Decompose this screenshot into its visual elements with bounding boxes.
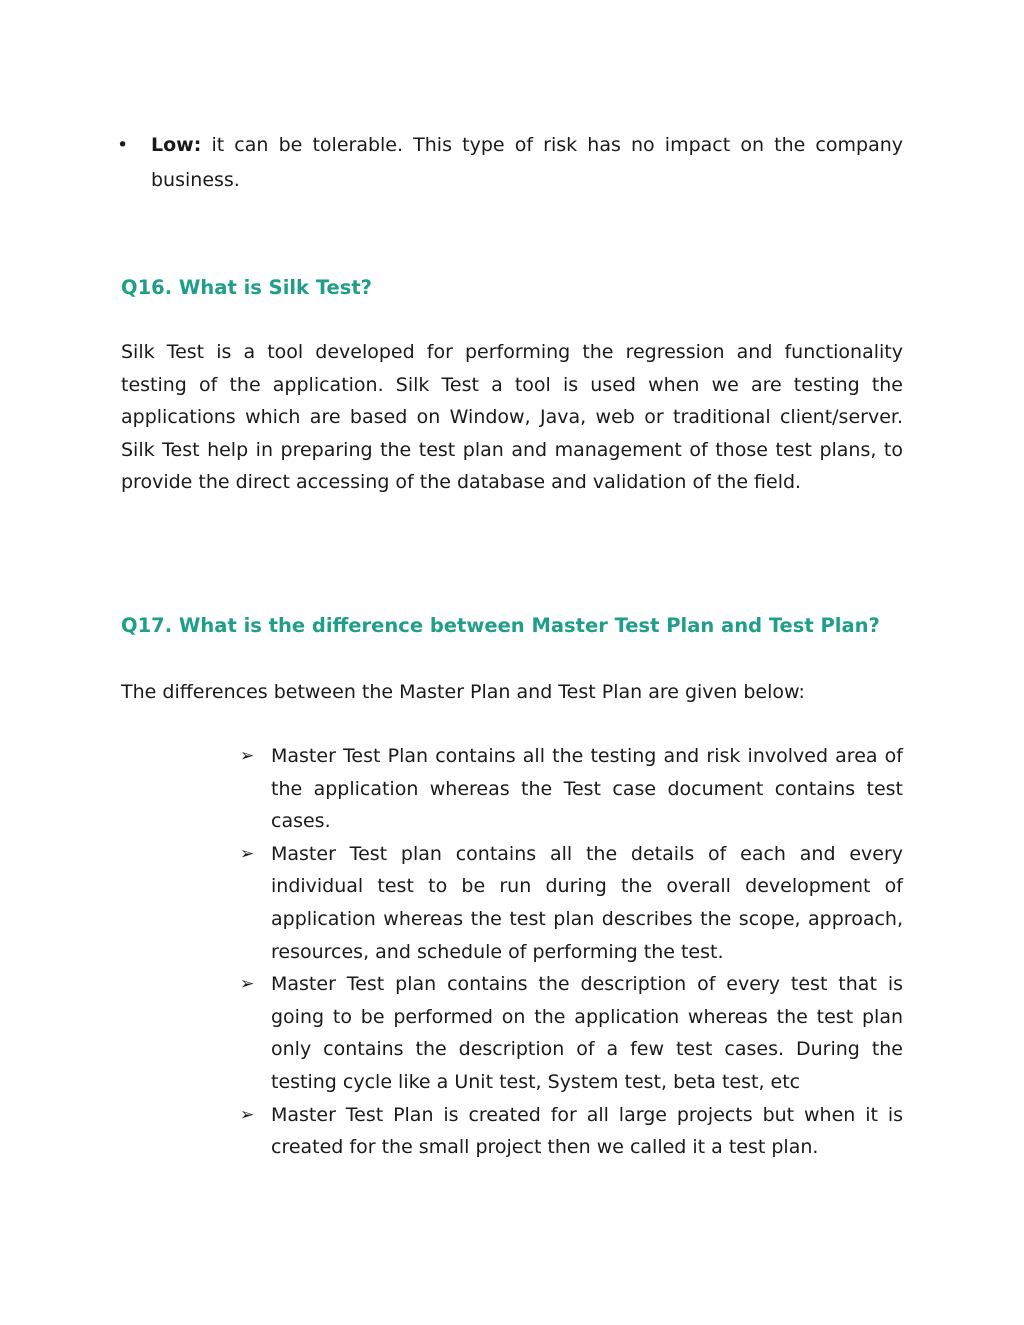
- bullet-dot-icon: •: [117, 134, 129, 156]
- list-item-text: Master Test Plan is created for all large projects but when it is created for the small project then we called it a test plan.: [271, 1103, 903, 1159]
- risk-level-low-description: it can be tolerable. This type of risk has no impact on the company business.: [151, 134, 903, 191]
- list-item: [240, 968, 903, 1098]
- list-item: [240, 1099, 903, 1164]
- risk-level-low-label: Low:: [151, 134, 202, 156]
- q17-heading: Q17. What is the difference between Master Test Plan and Test Plan?: [121, 614, 880, 637]
- arrow-right-icon: ➢: [240, 843, 255, 864]
- q17-differences-list: [240, 740, 903, 1164]
- arrow-right-icon: ➢: [240, 974, 255, 995]
- arrow-right-icon: ➢: [240, 746, 255, 766]
- list-item-text: Master Test Plan contains all the testing and risk involved area of the application whereas the Test case document contains test cases.: [271, 745, 903, 833]
- arrow-right-icon: ➢: [240, 1104, 255, 1125]
- q16-answer-paragraph: Silk Test is a tool developed for performing the regression and functionality testing of the application. Silk Test a tool is used when we are testing the applications which are based on Window, Java, web or traditional client/server. Silk Test help in preparing the test plan and management of those test plans, to provide the direct accessing of the database and validation of the field.: [121, 341, 903, 494]
- risk-level-low-text: [151, 128, 903, 198]
- list-item-text: Master Test plan contains the description of every test that is going to be performed on the application whereas the test plan only contains the description of a few test cases. During the testing cycle like a Unit test, System test, beta test, etc: [271, 973, 903, 1093]
- q17-intro-paragraph: The differences between the Master Plan and Test Plan are given below:: [121, 681, 805, 703]
- list-item: [240, 838, 903, 968]
- list-item-text: Master Test plan contains all the details of each and every individual test to be run during the overall development of application whereas the test plan describes the scope, approach, resources, and schedule of performing the test.: [271, 842, 903, 963]
- risk-level-low-item: [117, 128, 903, 198]
- list-item: [240, 740, 903, 838]
- q16-heading: Q16. What is Silk Test?: [121, 276, 372, 299]
